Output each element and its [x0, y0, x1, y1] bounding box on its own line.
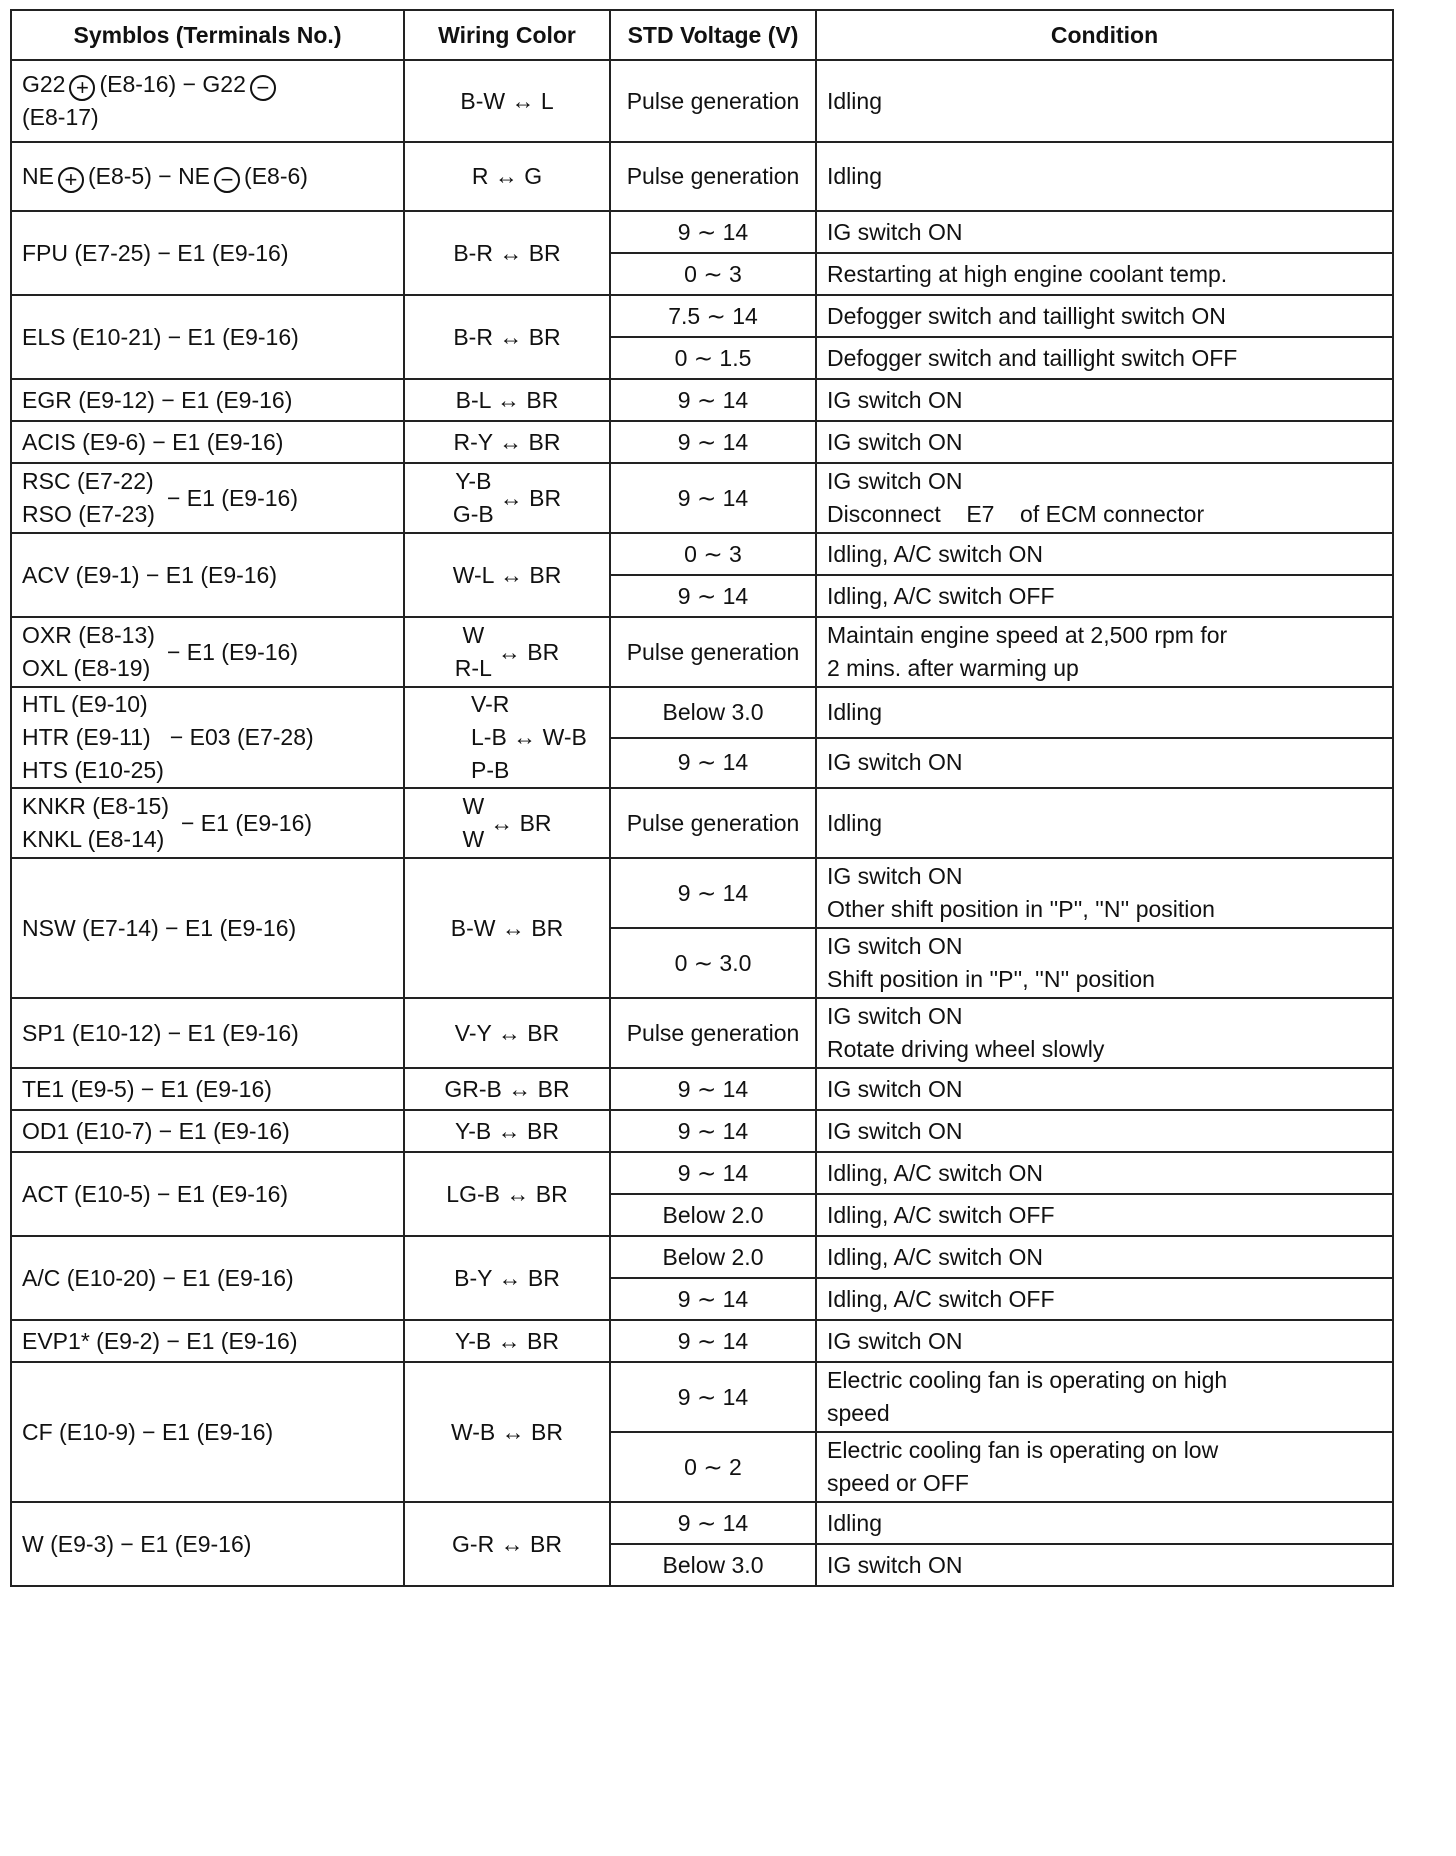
voltage-cell: 9 ∼ 14: [610, 1362, 816, 1432]
terminal-cell: SP1 (E10-12) − E1 (E9-16): [11, 998, 404, 1068]
condition-cell: [816, 1362, 1393, 1432]
table-row: [11, 1068, 1393, 1110]
wiring-cell: B-W ↔ BR: [404, 858, 610, 998]
condition-cell: Idling: [816, 788, 1393, 858]
terminal-cell: [11, 60, 404, 142]
wiring-cell: R ↔ G: [404, 142, 610, 211]
symbol-text: HTS (E10-25): [22, 757, 164, 783]
table-row: [11, 142, 1393, 211]
condition-cell: IG switch ON: [816, 379, 1393, 421]
terminal-cell: A/C (E10-20) − E1 (E9-16): [11, 1236, 404, 1320]
terminal-cell: [11, 463, 404, 533]
wiring-cell: [404, 788, 610, 858]
symbol-text: (E8-5) − NE: [87, 163, 211, 189]
condition-cell: [816, 998, 1393, 1068]
voltage-cell: 0 ∼ 2: [610, 1432, 816, 1502]
wire-text: W: [462, 826, 485, 852]
symbol-text: (E8-17): [22, 104, 99, 130]
terminal-cell: NSW (E7-14) − E1 (E9-16): [11, 858, 404, 998]
terminal-cell: [11, 788, 404, 858]
symbol-text: KNKR (E8-15): [22, 793, 169, 819]
table-row: [11, 211, 1393, 253]
wire-text: P-B: [471, 757, 510, 783]
condition-text: IG switch ON: [827, 468, 963, 494]
table-row: [11, 998, 1393, 1068]
condition-cell: [816, 617, 1393, 687]
symbol-text: OXL (E8-19): [22, 655, 151, 681]
voltage-cell: 9 ∼ 14: [610, 421, 816, 463]
wiring-cell: B-R ↔ BR: [404, 295, 610, 379]
condition-cell: Idling, A/C switch OFF: [816, 575, 1393, 617]
condition-cell: [816, 928, 1393, 998]
voltage-cell: 7.5 ∼ 14: [610, 295, 816, 337]
terminal-cell: EVP1* (E9-2) − E1 (E9-16): [11, 1320, 404, 1362]
wire-text: L-B ↔ W-B: [471, 724, 587, 750]
voltage-cell: 9 ∼ 14: [610, 1068, 816, 1110]
table-row: [11, 1110, 1393, 1152]
symbol-text: − E1 (E9-16): [166, 484, 298, 511]
condition-cell: [816, 858, 1393, 928]
terminal-cell: ACIS (E9-6) − E1 (E9-16): [11, 421, 404, 463]
wire-text: W: [462, 793, 485, 819]
terminal-cell: [11, 617, 404, 687]
wiring-cell: [404, 687, 610, 788]
wiring-cell: B-W ↔ L: [404, 60, 610, 142]
symbol-text: − E1 (E9-16): [166, 638, 298, 665]
voltage-cell: Below 3.0: [610, 687, 816, 738]
condition-cell: IG switch ON: [816, 1544, 1393, 1586]
header-wiring-color: Wiring Color: [404, 10, 610, 60]
terminal-cell: EGR (E9-12) − E1 (E9-16): [11, 379, 404, 421]
condition-cell: IG switch ON: [816, 421, 1393, 463]
condition-text: IG switch ON: [827, 863, 963, 889]
table-row: [11, 533, 1393, 575]
wiring-cell: [404, 463, 610, 533]
wiring-cell: Y-B ↔ BR: [404, 1320, 610, 1362]
condition-cell: IG switch ON: [816, 738, 1393, 789]
symbol-text: − E1 (E9-16): [180, 809, 313, 836]
table-row: [11, 687, 1393, 738]
condition-cell: Idling, A/C switch OFF: [816, 1278, 1393, 1320]
terminal-cell: [11, 687, 404, 788]
table-row: [11, 788, 1393, 858]
plus-circle-icon: +: [69, 75, 95, 101]
condition-text: speed: [827, 1400, 890, 1426]
symbol-text: (E8-16) − G22: [99, 71, 246, 97]
table-row: [11, 1502, 1393, 1544]
condition-cell: Restarting at high engine coolant temp.: [816, 253, 1393, 295]
condition-text: speed or OFF: [827, 1470, 969, 1496]
voltage-cell: 0 ∼ 3: [610, 533, 816, 575]
table-row: [11, 295, 1393, 337]
condition-text: Other shift position in ''P'', ''N'' position: [827, 896, 1215, 922]
voltage-cell: Below 2.0: [610, 1236, 816, 1278]
voltage-cell: Pulse generation: [610, 142, 816, 211]
header-std-voltage: STD Voltage (V): [610, 10, 816, 60]
wire-text: ↔ BR: [497, 638, 560, 665]
condition-cell: [816, 1432, 1393, 1502]
table-row: [11, 421, 1393, 463]
table-row: [11, 379, 1393, 421]
condition-cell: IG switch ON: [816, 211, 1393, 253]
table-row: [11, 1152, 1393, 1194]
plus-circle-icon: +: [58, 167, 84, 193]
header-condition: Condition: [816, 10, 1393, 60]
condition-cell: Idling, A/C switch OFF: [816, 1194, 1393, 1236]
condition-text: IG switch ON: [827, 1003, 963, 1029]
wire-text: W: [462, 622, 485, 648]
wiring-cell: W-B ↔ BR: [404, 1362, 610, 1502]
wiring-cell: V-Y ↔ BR: [404, 998, 610, 1068]
wiring-cell: G-R ↔ BR: [404, 1502, 610, 1586]
symbol-text: RSO (E7-23): [22, 501, 155, 527]
condition-cell: Defogger switch and taillight switch OFF: [816, 337, 1393, 379]
wire-text: ↔ BR: [490, 809, 552, 836]
condition-cell: Defogger switch and taillight switch ON: [816, 295, 1393, 337]
condition-text: Shift position in ''P'', ''N'' position: [827, 966, 1155, 992]
minus-circle-icon: −: [214, 167, 240, 193]
symbol-text: HTR (E9-11) − E03 (E7-28): [22, 724, 314, 750]
voltage-cell: Pulse generation: [610, 617, 816, 687]
voltage-cell: 9 ∼ 14: [610, 463, 816, 533]
table-row: [11, 463, 1393, 533]
condition-text: Electric cooling fan is operating on high: [827, 1367, 1228, 1393]
wire-text: Y-B: [455, 468, 492, 494]
voltage-cell: 9 ∼ 14: [610, 1278, 816, 1320]
voltage-cell: Below 2.0: [610, 1194, 816, 1236]
condition-cell: Idling, A/C switch ON: [816, 1152, 1393, 1194]
symbol-text: KNKL (E8-14): [22, 826, 165, 852]
condition-text: Maintain engine speed at 2,500 rpm for: [827, 622, 1228, 648]
voltage-cell: 9 ∼ 14: [610, 1152, 816, 1194]
condition-cell: IG switch ON: [816, 1110, 1393, 1152]
symbol-text: OXR (E8-13): [22, 622, 155, 648]
wire-text: R-L: [454, 655, 492, 681]
condition-cell: [816, 463, 1393, 533]
wire-text: ↔ BR: [499, 484, 562, 511]
condition-cell: Idling: [816, 1502, 1393, 1544]
symbol-text: HTL (E9-10): [22, 691, 148, 717]
terminal-cell: FPU (E7-25) − E1 (E9-16): [11, 211, 404, 295]
condition-text: Rotate driving wheel slowly: [827, 1036, 1105, 1062]
voltage-cell: Pulse generation: [610, 998, 816, 1068]
voltage-cell: 9 ∼ 14: [610, 858, 816, 928]
condition-text: Electric cooling fan is operating on low: [827, 1437, 1219, 1463]
terminal-cell: ACV (E9-1) − E1 (E9-16): [11, 533, 404, 617]
voltage-cell: 0 ∼ 3: [610, 253, 816, 295]
wiring-cell: B-Y ↔ BR: [404, 1236, 610, 1320]
voltage-cell: 9 ∼ 14: [610, 1110, 816, 1152]
table-row: [11, 60, 1393, 142]
wiring-cell: GR-B ↔ BR: [404, 1068, 610, 1110]
table-row: [11, 1236, 1393, 1278]
condition-cell: IG switch ON: [816, 1320, 1393, 1362]
ecm-terminal-voltage-table: [10, 9, 1394, 1587]
wire-text: G-B: [452, 501, 494, 527]
terminal-cell: CF (E10-9) − E1 (E9-16): [11, 1362, 404, 1502]
terminal-cell: OD1 (E10-7) − E1 (E9-16): [11, 1110, 404, 1152]
table-row: [11, 617, 1393, 687]
condition-cell: Idling: [816, 687, 1393, 738]
table-row: [11, 1362, 1393, 1432]
voltage-cell: 0 ∼ 3.0: [610, 928, 816, 998]
voltage-cell: 9 ∼ 14: [610, 1502, 816, 1544]
voltage-cell: Below 3.0: [610, 1544, 816, 1586]
condition-cell: Idling: [816, 60, 1393, 142]
voltage-cell: 0 ∼ 1.5: [610, 337, 816, 379]
wiring-cell: B-L ↔ BR: [404, 379, 610, 421]
voltage-cell: 9 ∼ 14: [610, 575, 816, 617]
terminal-cell: ELS (E10-21) − E1 (E9-16): [11, 295, 404, 379]
terminal-cell: ACT (E10-5) − E1 (E9-16): [11, 1152, 404, 1236]
condition-cell: IG switch ON: [816, 1068, 1393, 1110]
wiring-cell: B-R ↔ BR: [404, 211, 610, 295]
condition-text: IG switch ON: [827, 933, 963, 959]
wire-text: V-R: [471, 691, 510, 717]
voltage-cell: 9 ∼ 14: [610, 1320, 816, 1362]
condition-cell: Idling: [816, 142, 1393, 211]
symbol-text: G22: [22, 71, 66, 97]
condition-cell: Idling, A/C switch ON: [816, 533, 1393, 575]
terminal-cell: [11, 142, 404, 211]
header-symbols: Symblos (Terminals No.): [11, 10, 404, 60]
condition-text: 2 mins. after warming up: [827, 655, 1079, 681]
symbol-text: NE: [22, 163, 54, 189]
voltage-cell: 9 ∼ 14: [610, 211, 816, 253]
wiring-cell: [404, 617, 610, 687]
wiring-cell: LG-B ↔ BR: [404, 1152, 610, 1236]
terminal-cell: TE1 (E9-5) − E1 (E9-16): [11, 1068, 404, 1110]
condition-cell: Idling, A/C switch ON: [816, 1236, 1393, 1278]
wiring-cell: Y-B ↔ BR: [404, 1110, 610, 1152]
wiring-cell: W-L ↔ BR: [404, 533, 610, 617]
voltage-cell: Pulse generation: [610, 60, 816, 142]
symbol-text: (E8-6): [244, 163, 308, 189]
wiring-cell: R-Y ↔ BR: [404, 421, 610, 463]
symbol-text: RSC (E7-22): [22, 468, 154, 494]
table-row: [11, 858, 1393, 928]
minus-circle-icon: −: [250, 75, 276, 101]
voltage-cell: 9 ∼ 14: [610, 379, 816, 421]
terminal-cell: W (E9-3) − E1 (E9-16): [11, 1502, 404, 1586]
condition-text: Disconnect E7 of ECM connector: [827, 501, 1205, 527]
voltage-cell: Pulse generation: [610, 788, 816, 858]
table-row: [11, 1320, 1393, 1362]
header-row: [11, 10, 1393, 60]
voltage-cell: 9 ∼ 14: [610, 738, 816, 789]
